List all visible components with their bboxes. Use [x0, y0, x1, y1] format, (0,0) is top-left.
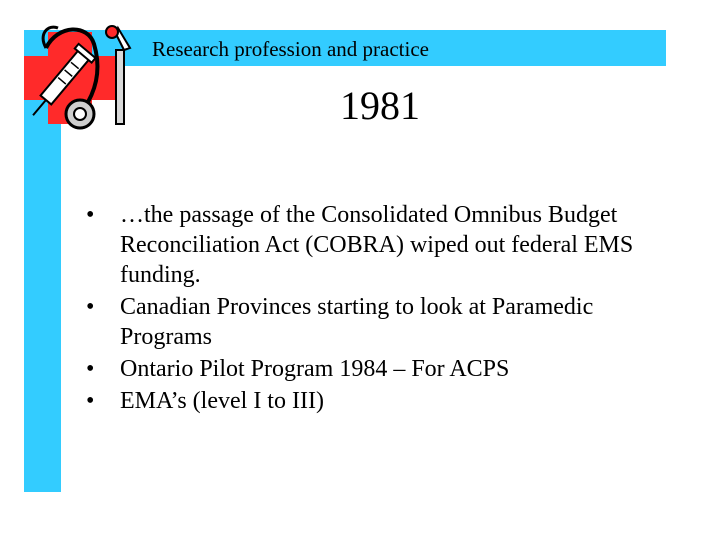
list-item	[86, 354, 676, 384]
list-item	[86, 386, 676, 416]
bullet-text: Ontario Pilot Program 1984 – For ACPS	[120, 356, 510, 382]
bullet-list	[86, 200, 676, 418]
list-item	[86, 200, 676, 290]
bullet-icon: •	[86, 294, 95, 320]
slide-title: 1981	[340, 83, 420, 128]
header-title: Research profession and practice	[152, 37, 429, 61]
bullet-text: Canadian Provinces starting to look at Paramedic Programs	[120, 294, 594, 350]
bullet-text: EMA’s (level I to III)	[120, 388, 324, 414]
bullet-icon: •	[86, 388, 95, 414]
bullet-icon: •	[86, 202, 95, 228]
bullet-icon: •	[86, 356, 95, 382]
bullet-text: …the passage of the Consolidated Omnibus Budget Reconciliation Act (COBRA) wiped out federal EMS funding.	[120, 202, 634, 288]
list-item	[86, 292, 676, 352]
